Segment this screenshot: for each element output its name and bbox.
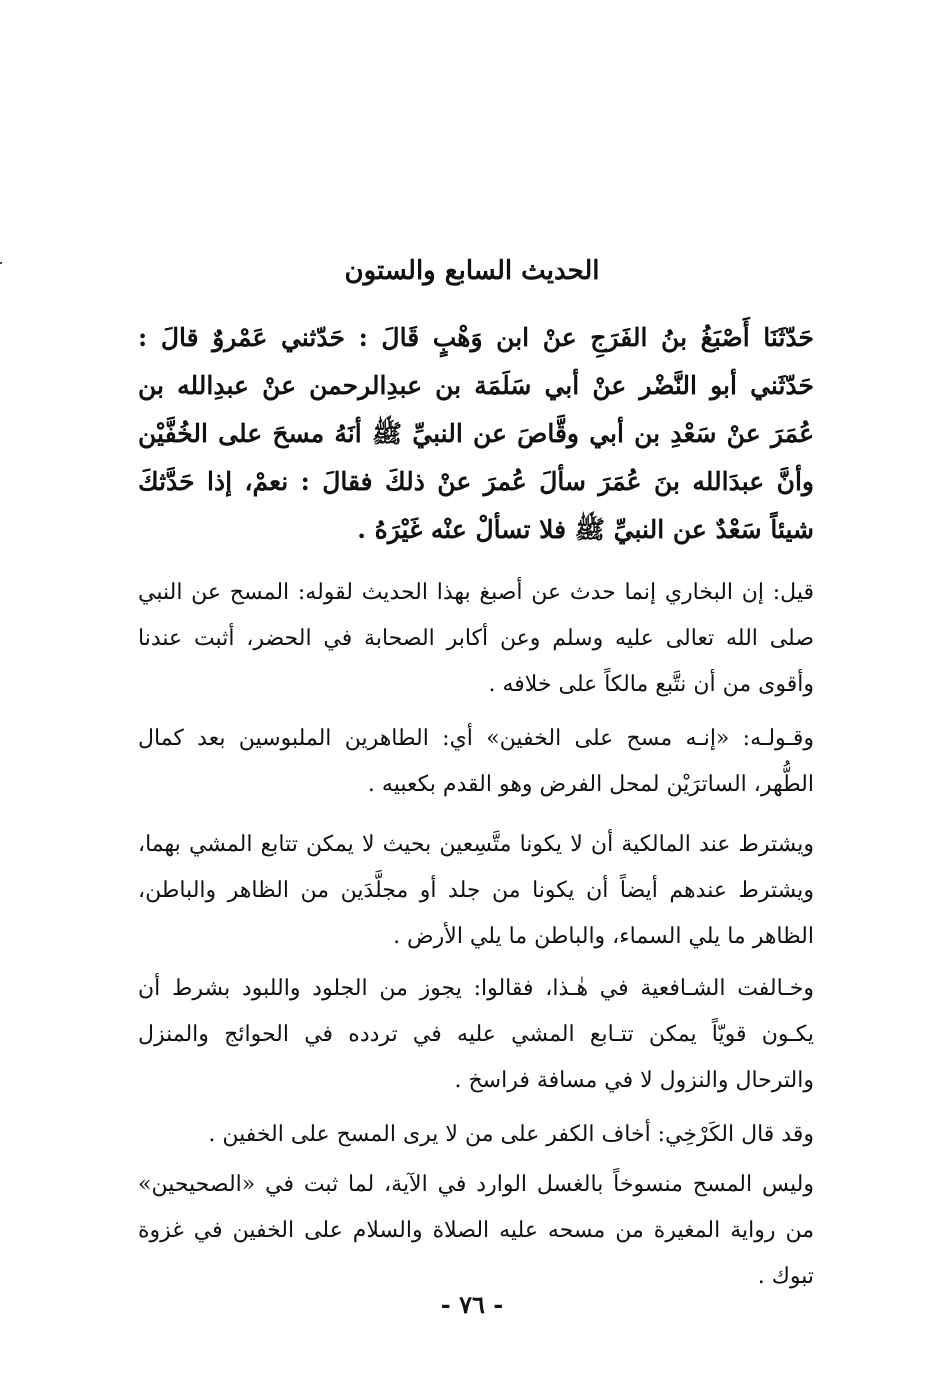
commentary-paragraph: قيل: إن البخاري إنما حدث عن أصبغ بهذا الحديث لقوله: المسح عن النبي صلى الله تعالى عليه وسلم وعن أكابر الصحابة في الحضر، أثبت عندنا وأقوى من أن نتَّبع مالكاً على خلافه . (138, 580, 814, 697)
page-number: - ٧٦ - (440, 1290, 504, 1319)
commentary-paragraph: وليس المسح منسوخاً بالغسل الوارد في الآية، لما ثبت في «الصحيحين» من رواية المغيرة من مسحه عليه الصلاة والسلام على الخفين في غزوة تبوك . (138, 1172, 815, 1289)
commentary-paragraph: وخـالفت الشـافعية في هٰـذا، فقالوا: يجوز من الجلود واللبود بشرط أن يكـون قويّاً يمكن تتـابع المشي عليه في تردده في الحوائج والمنزل والترحال والنزول لا في مسافة فراسخ . (138, 976, 814, 1093)
hadith-heading: الحديث السابع والستون (344, 256, 600, 286)
hadith-text: حَدّثَنَا أَصْبَغُ بنُ الفَرَجِ عنْ ابن وَهْبٍ قَالَ : حَدّثني عَمْروٌ قالَ : حَدّثَني أبو النَّضْر عنْ أبي سَلَمَة بن عبدِالرحمن عنْ عبدِالله بن عُمَرَ عنْ سَعْدِ بن أبي وقَّاصَ عن النبيِّ ﷺ أنَهُ مسحَ على الخُفَّيْن وأنَّ عبدَالله بنَ عُمَرَ سألَ عُمرَ عنْ ذلكَ فقالَ : نعمْ، إذا حَدَّثكَ شيئاً سَعْدٌ عن النبيِّ ﷺ فلا تسألْ عنْه غَيْرَهُ . (138, 323, 814, 544)
commentary-paragraph: ويشترط عند المالكية أن لا يكونا متَّسِعين بحيث لا يمكن تتابع المشي بهما، ويشترط عندهم أيضاً أن يكونا من جلد أو مجلَّدَين من الظاهر والباطن، الظاهر ما يلي السماء، والباطن ما يلي الأرض . (138, 832, 814, 949)
commentary-paragraph: وقد قال الكَرْخِي: أخاف الكفر على من لا يرى المسح على الخفين . (208, 1122, 814, 1147)
commentary-paragraph: وقـولـه: «إنـه مسح على الخفين» أي: الطاهرين الملبوسين بعد كمال الطُّهر، الساترَيْن لمحل الفرض وهو القدم بكعبيه . (138, 726, 814, 797)
